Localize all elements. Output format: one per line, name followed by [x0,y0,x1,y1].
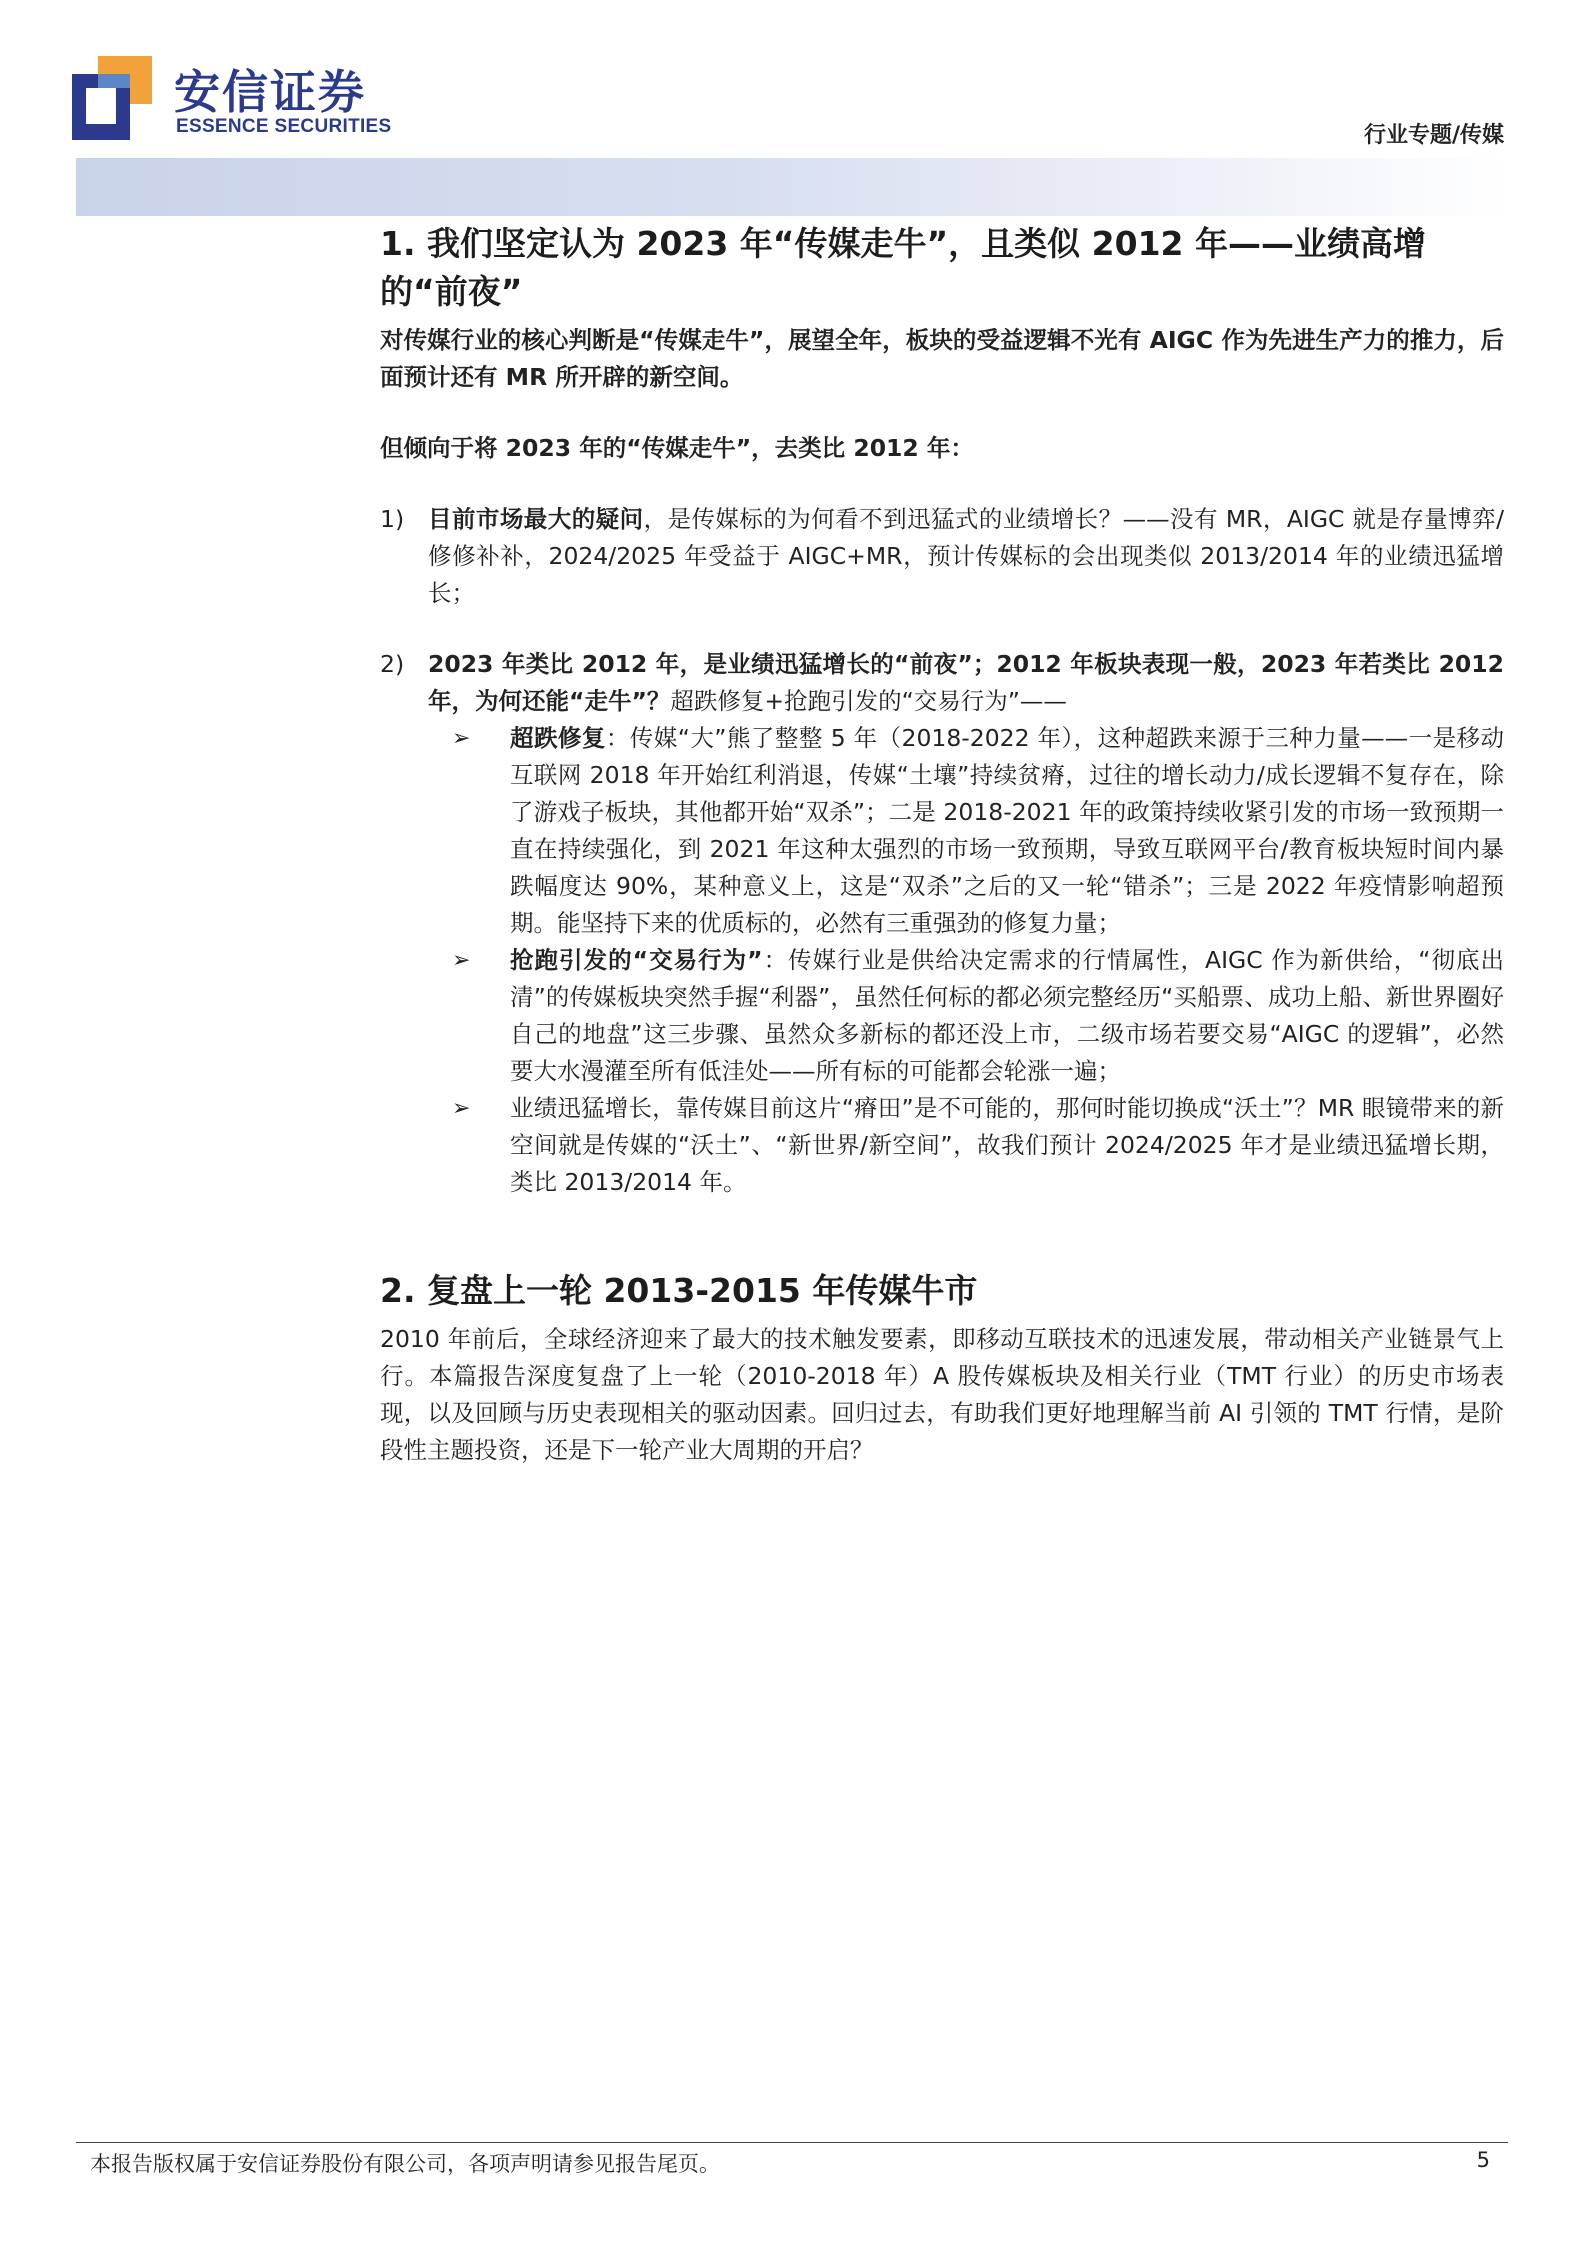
footer-disclaimer: 本报告版权属于安信证券股份有限公司，各项声明请参见报告尾页。 [90,2152,720,2176]
list-item-text: ，是传媒标的为何看不到迅猛式的业绩增长？——没有 MR，AIGC 就是存量博弈/修修补补，2024/2025 年受益于 AIGC+MR，预计传媒标的会出现类似 2013/2014 年的业绩迅猛增长； [428,505,1505,607]
page-header [0,0,1586,230]
sub-item-text: ：传媒行业是供给决定需求的行情属性，AIGC 作为新供给，“彻底出清”的传媒板块突然手握“利器”，虽然任何标的都必须完整经历“买船票、成功上船、新世界圈好自己的地盘”这三步骤、虽然众多新标的都还没上市，二级市场若要交易“AIGC 的逻辑”，必然要大水漫灌至所有低洼处——所有标的可能都会轮涨一遍； [510,946,1504,1085]
list-item [380,501,1504,612]
sub-item-text: 业绩迅猛增长，靠传媒目前这片“瘠田”是不可能的，那何时能切换成“沃土”？MR 眼镜带来的新空间就是传媒的“沃土”、“新世界/新空间”，故我们预计 2024/2025 年才是业绩迅猛增长期，类比 2013/2014 年。 [510,1094,1504,1196]
list-item-bold: 2023 年类比 2012 年，是业绩迅猛增长的“前夜”；2012 年板块表现一般，2023 年若类比 2012 年，为何还能“走牛”？ [428,650,1504,715]
sub-list-item [452,1090,1504,1201]
sub-item-body [510,720,1504,942]
sub-item-body [510,1090,1504,1201]
list-item-body [428,501,1504,612]
section1-lead2: 但倾向于将 2023 年的“传媒走牛”，去类比 2012 年： [380,434,974,462]
footer-divider [76,2142,1508,2143]
essence-logo-icon [72,56,152,140]
brand-name-en: ESSENCE SECURITIES [176,116,392,137]
sub-item-bold: 超跌修复 [510,724,606,752]
list-item-body [428,646,1504,720]
list-number: 1) [380,505,405,533]
list-item [380,646,1504,720]
sub-item-bold: 抢跑引发的“交易行为” [510,946,763,974]
list-item-text: 超跌修复+抢跑引发的“交易行为”—— [670,687,1067,715]
arrow-bullet-icon: ➢ [452,1096,471,1121]
arrow-bullet-icon: ➢ [452,948,471,973]
main-content [380,220,1504,1469]
header-band [76,158,1506,216]
page-number: 5 [1476,2148,1490,2172]
arrow-bullet-icon: ➢ [452,726,471,751]
list-number: 2) [380,650,405,678]
sub-list-item [452,720,1504,942]
section1-title: 1. 我们坚定认为 2023 年“传媒走牛”，且类似 2012 年——业绩高增的“前夜” [380,224,1427,311]
section1-lead: 对传媒行业的核心判断是“传媒走牛”，展望全年，板块的受益逻辑不光有 AIGC 作为先进生产力的推力，后面预计还有 MR 所开辟的新空间。 [380,326,1504,391]
section2-title: 2. 复盘上一轮 2013-2015 年传媒牛市 [380,1271,978,1310]
report-category: 行业专题/传媒 [1363,123,1504,148]
list-item-bold: 目前市场最大的疑问 [428,505,644,533]
section2-text: 2010 年前后，全球经济迎来了最大的技术触发要素，即移动互联技术的迅速发展，带动相关产业链景气上行。本篇报告深度复盘了上一轮（2010-2018 年）A 股传媒板块及相关行业（TMT 行业）的历史市场表现，以及回顾与历史表现相关的驱动因素。回归过去，有助我们更好地理解当前 AI 引领的 TMT 行情，是阶段性主题投资，还是下一轮产业大周期的开启？ [380,1325,1504,1464]
sub-item-text: ：传媒“大”熊了整整 5 年（2018-2022 年），这种超跌来源于三种力量——一是移动互联网 2018 年开始红利消退，传媒“土壤”持续贫瘠，过往的增长动力/成长逻辑不复存在，除了游戏子板块，其他都开始“双杀”；二是 2018-2021 年的政策持续收紧引发的市场一致预期一直在持续强化，到 2021 年这种太强烈的市场一致预期，导致互联网平台/教育板块短时间内暴跌幅度达 90%，某种意义上，这是“双杀”之后的又一轮“错杀”；三是 2022 年疫情影响超预期。能坚持下来的优质标的，必然有三重强劲的修复力量； [510,724,1505,937]
sub-list [452,720,1504,1201]
brand-name: 安信证券 [174,65,366,119]
sub-list-item [452,942,1504,1090]
sub-item-body [510,942,1504,1090]
